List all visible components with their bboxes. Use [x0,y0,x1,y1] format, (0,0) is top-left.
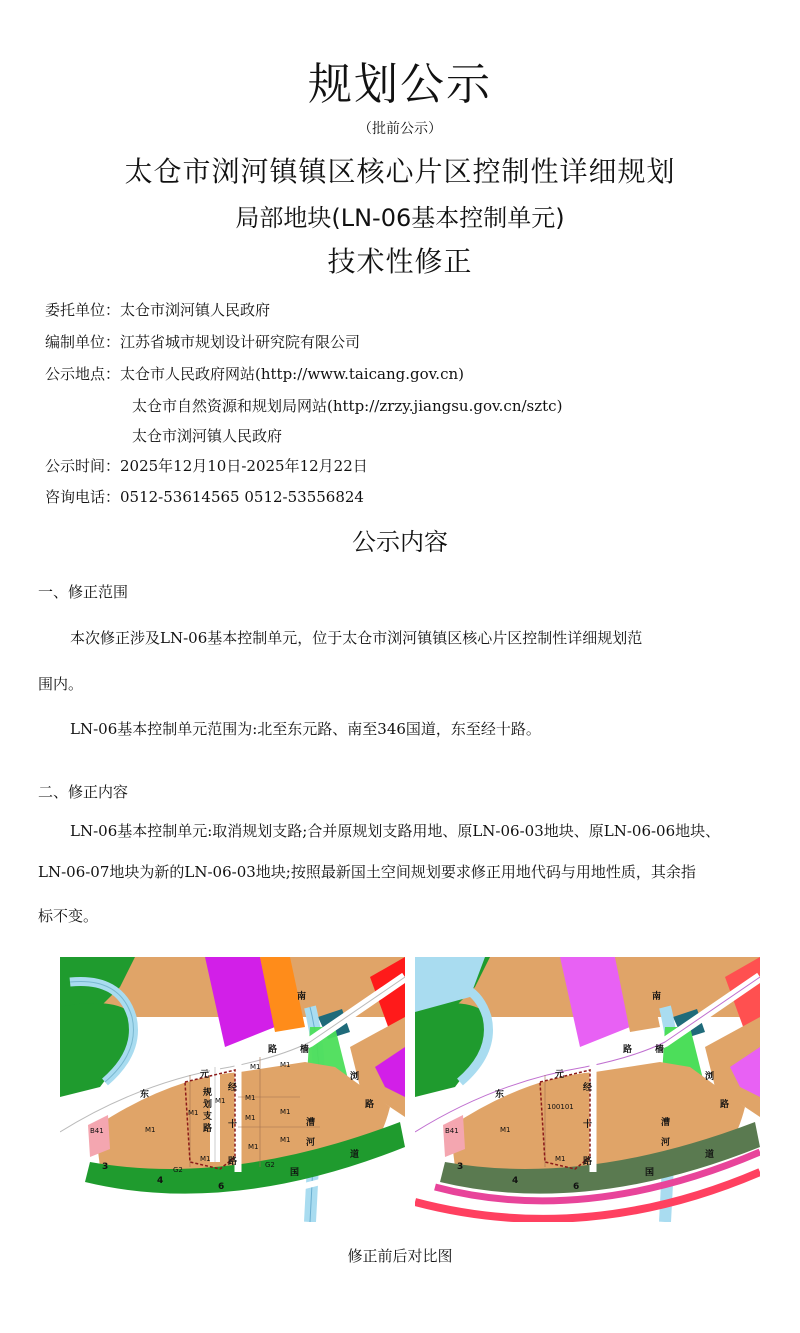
before-label-g2: G2 [265,1161,275,1169]
before-label-m1: M1 [188,1109,199,1117]
before-road-label: 道 [350,1150,360,1160]
before-river-label: 樯 [300,1045,310,1055]
map-after [415,957,760,1222]
before-river-label: 河 [306,1138,316,1148]
section-1-paragraph-1-cont: 围内。 [38,675,84,693]
after-river-label: 漕 [661,1118,671,1128]
after-road-label: 路 [720,1100,730,1110]
after-river-label: 樯 [655,1045,665,1055]
after-road-label: 路 [623,1045,633,1055]
before-jingshi-label: 经 [228,1083,238,1093]
after-label-m1: M1 [500,1126,511,1134]
page-title: 规划公示 [308,59,492,110]
before-label-m1: M1 [200,1155,211,1163]
before-road-label: 元 [200,1070,210,1080]
before-label-m1: M1 [245,1094,256,1102]
before-road-label: 路 [365,1100,375,1110]
plan-scope: 局部地块(LN-06基本控制单元) [235,204,565,232]
after-label-b41: B41 [445,1127,459,1135]
before-road-label: 路 [268,1045,278,1055]
before-jingshi-label: 路 [228,1157,238,1167]
section-2-line-3: 标不变。 [38,907,99,925]
section-2-line-2: LN-06-07地块为新的LN-06-03地块;按照最新国土空间规划要求修正用地代码与用地性质，其余指 [38,863,696,881]
info-location-2: 太仓市自然资源和规划局网站(http://zrzy.jiangsu.gov.cn/sztc) [132,397,563,415]
after-road-label: 元 [555,1070,565,1080]
section-1-paragraph-2: LN-06基本控制单元范围为:北至东元路、南至346国道，东至经十路。 [70,720,541,738]
section-1-heading: 一、修正范围 [38,583,129,601]
info-location: 公示地点：太仓市人民政府网站(http://www.taicang.gov.cn) [45,365,464,383]
before-label-m1: M1 [250,1063,261,1071]
before-label-m1: M1 [280,1061,291,1069]
before-zhilu-label: 支 [203,1112,213,1122]
info-compiler: 编制单位：江苏省城市规划设计研究院有限公司 [45,333,361,351]
section-2-line-1: LN-06基本控制单元:取消规划支路;合并原规划支路用地、原LN-06-03地块、原LN-06-06地块、 [70,822,721,840]
after-jingshi-label: 路 [583,1157,593,1167]
before-label-b41: B41 [90,1127,104,1135]
after-label-code: 100101 [547,1103,574,1111]
after-road-label: 浏 [705,1072,715,1082]
section-title: 公示内容 [352,528,448,556]
section-2-heading: 二、修正内容 [38,783,129,801]
before-road-number: 4 [157,1176,164,1186]
before-river-label: 南 [297,992,307,1002]
before-road-number: 3 [102,1162,109,1172]
after-road-label: 国 [645,1168,655,1178]
info-phone: 咨询电话：0512-53614565 0512-53556824 [45,488,364,506]
before-river-label: 漕 [306,1118,316,1128]
plan-title: 太仓市浏河镇镇区核心片区控制性详细规划 [124,155,676,188]
map-before [60,957,405,1222]
plan-type: 技术性修正 [327,245,473,278]
before-road-label: 国 [290,1168,300,1178]
before-zhilu-label: 路 [203,1124,213,1134]
before-label-g2: G2 [173,1166,183,1174]
after-jingshi-label: 十 [583,1120,593,1130]
info-time: 公示时间：2025年12月10日-2025年12月22日 [45,457,368,475]
before-label-m1: M1 [245,1114,256,1122]
after-road-number: 6 [573,1182,580,1192]
after-river-label: 河 [661,1138,671,1148]
before-label-m1: M1 [280,1108,291,1116]
page-subtitle: （批前公示） [358,121,442,137]
after-label-m1: M1 [555,1155,566,1163]
before-road-label: 东 [140,1090,150,1100]
before-road-number: 6 [218,1182,225,1192]
info-client: 委托单位：太仓市浏河镇人民政府 [45,301,271,319]
after-jingshi-label: 经 [583,1083,593,1093]
after-road-label: 道 [705,1150,715,1160]
after-road-number: 3 [457,1162,464,1172]
figure-caption: 修正前后对比图 [347,1247,453,1265]
section-1-paragraph-1: 本次修正涉及LN-06基本控制单元，位于太仓市浏河镇镇区核心片区控制性详细规划范 [70,629,643,647]
before-zhilu-label: 划 [203,1100,213,1110]
before-road-label: 浏 [350,1072,360,1082]
before-zhilu-label: 规 [203,1088,213,1098]
after-road-label: 东 [495,1090,505,1100]
before-label-m1: M1 [248,1143,259,1151]
after-road-number: 4 [512,1176,519,1186]
before-label-m1: M1 [280,1136,291,1144]
before-label-m1: M1 [215,1097,226,1105]
info-location-3: 太仓市浏河镇人民政府 [132,427,283,445]
before-label-m1: M1 [145,1126,156,1134]
after-river-label: 南 [652,992,662,1002]
before-jingshi-label: 十 [228,1120,238,1130]
